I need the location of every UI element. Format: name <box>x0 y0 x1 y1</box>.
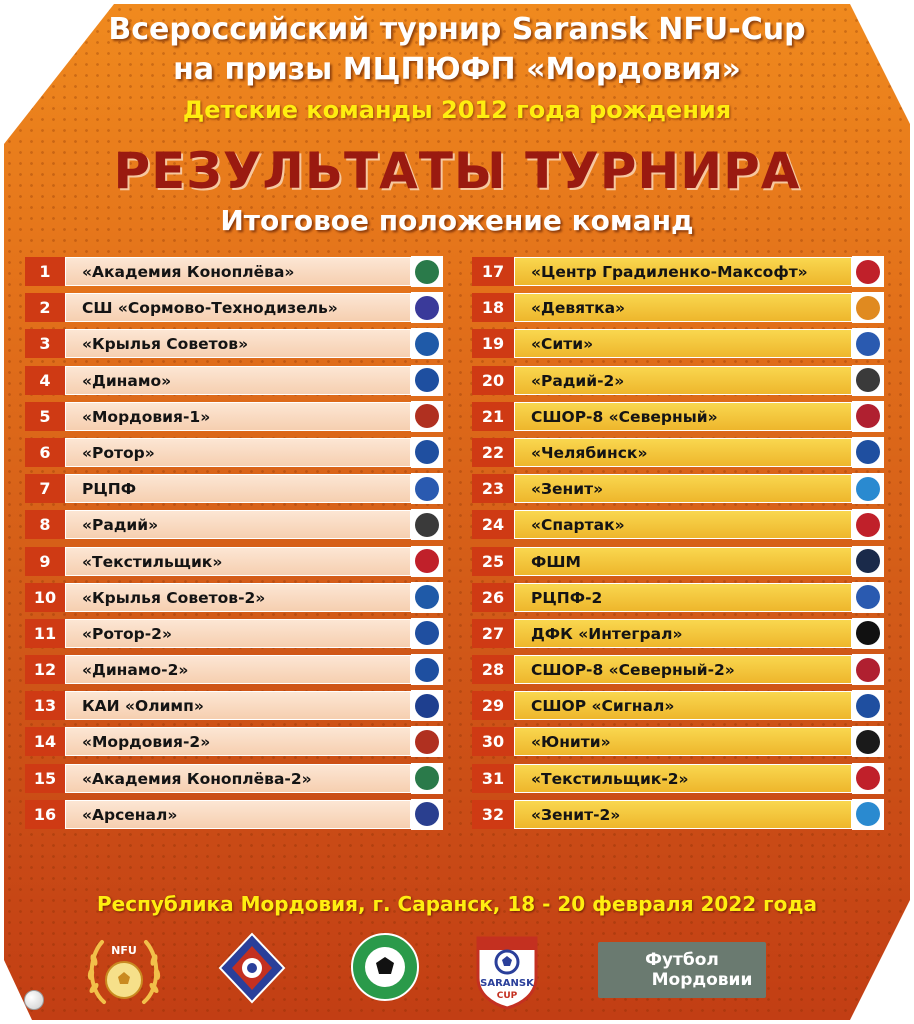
corner-dot-icon <box>24 990 44 1010</box>
rank-number: 1 <box>25 257 65 286</box>
nfu-laurel-logo-icon <box>82 932 166 1012</box>
standings-row <box>472 796 884 832</box>
team-name: «Ротор-2» <box>65 619 411 648</box>
centr-gradilenko-icon <box>852 256 884 287</box>
club-badge-shape <box>856 368 880 392</box>
standings-row <box>25 289 443 325</box>
standings-row <box>25 470 443 506</box>
club-badge-shape <box>415 802 439 826</box>
spartak-icon <box>852 509 884 540</box>
club-badge-shape <box>415 477 439 501</box>
rank-number: 29 <box>472 691 514 720</box>
rank-number: 19 <box>472 329 514 358</box>
siti-icon <box>852 328 884 359</box>
team-name: «Девятка» <box>514 293 852 322</box>
club-badge-shape <box>856 296 880 320</box>
team-name: «Текстильщик-2» <box>514 764 852 793</box>
rcpf-icon <box>411 473 443 504</box>
results-heading: РЕЗУЛЬТАТЫ ТУРНИРА <box>113 142 801 200</box>
tekstilshchik-icon <box>852 763 884 794</box>
standings-row <box>472 325 884 361</box>
club-badge-shape <box>415 621 439 645</box>
standings-row <box>472 651 884 687</box>
standings-row <box>472 760 884 796</box>
rank-number: 32 <box>472 800 514 829</box>
standings-row <box>25 615 443 651</box>
team-name: «Текстильщик» <box>65 547 411 576</box>
sshor8-severny-icon <box>852 401 884 432</box>
club-badge-shape <box>415 585 439 609</box>
rank-number: 31 <box>472 764 514 793</box>
rank-number: 7 <box>25 474 65 503</box>
team-name: КАИ «Олимп» <box>65 691 411 720</box>
team-name: «Юнити» <box>514 727 852 756</box>
club-badge-shape <box>856 260 880 284</box>
rank-number: 18 <box>472 293 514 322</box>
tournament-title: Всероссийский турнир Saransk NFU-Cup <box>108 12 806 47</box>
radiy-icon <box>411 509 443 540</box>
standings-row <box>25 579 443 615</box>
club-badge-shape <box>856 549 880 573</box>
devyatka-icon <box>852 292 884 323</box>
rank-number: 27 <box>472 619 514 648</box>
team-name: «Челябинск» <box>514 438 852 467</box>
fshm-icon <box>852 546 884 577</box>
club-badge-shape <box>856 332 880 356</box>
rotor-icon <box>411 618 443 649</box>
futbol-logo-line2: Мордовии <box>651 970 753 990</box>
radiy-icon <box>852 365 884 396</box>
club-badge-shape <box>856 766 880 790</box>
rank-number: 11 <box>25 619 65 648</box>
club-badge-shape <box>415 513 439 537</box>
rank-number: 26 <box>472 583 514 612</box>
mordovia-icon <box>411 401 443 432</box>
club-badge-shape <box>415 404 439 428</box>
club-badge-shape <box>856 802 880 826</box>
team-name: «Крылья Советов» <box>65 329 411 358</box>
rank-number: 20 <box>472 366 514 395</box>
location-date-line: Республика Мордовия, г. Саранск, 18 - 20 февраля 2022 года <box>97 892 817 916</box>
cup-logo-text: CUP <box>496 991 518 1001</box>
rank-number: 23 <box>472 474 514 503</box>
standings-row <box>472 723 884 759</box>
kai-olimp-icon <box>411 690 443 721</box>
corner-decoration <box>4 960 32 1020</box>
standings-column-left <box>25 253 443 832</box>
team-name: «Зенит» <box>514 474 852 503</box>
signal-icon <box>852 690 884 721</box>
rank-number: 12 <box>25 655 65 684</box>
standings-row <box>25 325 443 361</box>
rank-number: 4 <box>25 366 65 395</box>
standings-row <box>472 398 884 434</box>
standings-row <box>25 398 443 434</box>
krylya-sovetov-icon <box>411 582 443 613</box>
rank-number: 28 <box>472 655 514 684</box>
dinamo-icon <box>411 654 443 685</box>
team-name: РЦПФ <box>65 474 411 503</box>
age-group-line: Детские команды 2012 года рождения <box>182 96 732 124</box>
standings-row <box>25 543 443 579</box>
club-badge-shape <box>415 368 439 392</box>
team-name: СШ «Сормово-Технодизель» <box>65 293 411 322</box>
team-name: «Динамо-2» <box>65 655 411 684</box>
rcpf-icon <box>852 582 884 613</box>
team-name: «Академия Коноплёва» <box>65 257 411 286</box>
club-badge-shape <box>856 694 880 718</box>
team-name: «Зенит-2» <box>514 800 852 829</box>
rank-number: 5 <box>25 402 65 431</box>
rank-number: 6 <box>25 438 65 467</box>
standings-row <box>472 434 884 470</box>
club-badge-shape <box>415 549 439 573</box>
club-badge-shape <box>415 658 439 682</box>
standings-row <box>25 796 443 832</box>
saransk-logo-text: SARANSK <box>480 978 534 989</box>
standings-column-right <box>472 253 884 832</box>
zenit-icon <box>852 799 884 830</box>
team-name: «Динамо» <box>65 366 411 395</box>
tournament-results-poster <box>4 4 910 1020</box>
team-name: «Спартак» <box>514 510 852 539</box>
dinamo-icon <box>411 365 443 396</box>
akademiya-konopleva-icon <box>411 256 443 287</box>
mordovia-club-logo-icon <box>218 932 286 1004</box>
rank-number: 21 <box>472 402 514 431</box>
arsenal-icon <box>411 799 443 830</box>
team-name: СШОР-8 «Северный» <box>514 402 852 431</box>
standings-row <box>25 760 443 796</box>
mordovia-icon <box>411 726 443 757</box>
standings-row <box>25 723 443 759</box>
team-name: «Академия Коноплёва-2» <box>65 764 411 793</box>
club-badge-shape <box>856 585 880 609</box>
rank-number: 14 <box>25 727 65 756</box>
rank-number: 9 <box>25 547 65 576</box>
rank-number: 15 <box>25 764 65 793</box>
team-name: СШОР «Сигнал» <box>514 691 852 720</box>
standings-row <box>25 362 443 398</box>
standings-row <box>25 651 443 687</box>
standings-row <box>472 579 884 615</box>
team-name: «Сити» <box>514 329 852 358</box>
club-badge-shape <box>415 766 439 790</box>
team-name: «Мордовия-1» <box>65 402 411 431</box>
rank-number: 13 <box>25 691 65 720</box>
standings-row <box>472 687 884 723</box>
standings-subtitle: Итоговое положение команд <box>220 204 694 237</box>
rank-number: 16 <box>25 800 65 829</box>
team-name: СШОР-8 «Северный-2» <box>514 655 852 684</box>
football-federation-logo-icon <box>350 932 420 1002</box>
akademiya-konopleva-icon <box>411 763 443 794</box>
rank-number: 10 <box>25 583 65 612</box>
club-badge-shape <box>856 477 880 501</box>
team-name: «Крылья Советов-2» <box>65 583 411 612</box>
team-name: ДФК «Интеграл» <box>514 619 852 648</box>
chelyabinsk-icon <box>852 437 884 468</box>
rotor-icon <box>411 437 443 468</box>
zenit-icon <box>852 473 884 504</box>
club-badge-shape <box>856 621 880 645</box>
tournament-prize-line: на призы МЦПЮФП «Мордовия» <box>173 52 741 87</box>
sormovo-gear-icon <box>411 292 443 323</box>
club-badge-shape <box>856 404 880 428</box>
club-badge-shape <box>415 296 439 320</box>
standings-row <box>472 615 884 651</box>
standings-row <box>472 543 884 579</box>
team-name: ФШМ <box>514 547 852 576</box>
standings-row <box>25 506 443 542</box>
club-badge-shape <box>856 513 880 537</box>
club-badge-shape <box>856 440 880 464</box>
standings-row <box>472 289 884 325</box>
corner-decoration <box>850 900 910 1020</box>
club-badge-shape <box>415 694 439 718</box>
rank-number: 17 <box>472 257 514 286</box>
club-badge-shape <box>856 730 880 754</box>
standings-row <box>472 470 884 506</box>
standings-row <box>472 506 884 542</box>
team-name: «Радий» <box>65 510 411 539</box>
rank-number: 30 <box>472 727 514 756</box>
standings-row <box>25 434 443 470</box>
saransk-cup-logo-icon <box>470 932 544 1010</box>
sshor8-severny-icon <box>852 654 884 685</box>
club-badge-shape <box>415 730 439 754</box>
team-name: «Арсенал» <box>65 800 411 829</box>
rank-number: 8 <box>25 510 65 539</box>
nfu-logo-text: NFU <box>111 944 137 957</box>
futbol-mordovii-logo-icon <box>598 942 766 998</box>
club-badge-shape <box>415 440 439 464</box>
rank-number: 22 <box>472 438 514 467</box>
team-name: «Мордовия-2» <box>65 727 411 756</box>
standings-row <box>472 362 884 398</box>
rank-number: 25 <box>472 547 514 576</box>
tekstilshchik-icon <box>411 546 443 577</box>
standings-row <box>25 687 443 723</box>
club-badge-shape <box>415 260 439 284</box>
rank-number: 2 <box>25 293 65 322</box>
integral-icon <box>852 618 884 649</box>
team-name: «Ротор» <box>65 438 411 467</box>
yuniti-icon <box>852 726 884 757</box>
rank-number: 24 <box>472 510 514 539</box>
team-name: «Радий-2» <box>514 366 852 395</box>
standings-row <box>472 253 884 289</box>
standings-row <box>25 253 443 289</box>
club-badge-shape <box>856 658 880 682</box>
club-badge-shape <box>415 332 439 356</box>
krylya-sovetov-icon <box>411 328 443 359</box>
team-name: «Центр Градиленко-Максофт» <box>514 257 852 286</box>
futbol-logo-line1: Футбол <box>645 950 719 970</box>
rank-number: 3 <box>25 329 65 358</box>
team-name: РЦПФ-2 <box>514 583 852 612</box>
